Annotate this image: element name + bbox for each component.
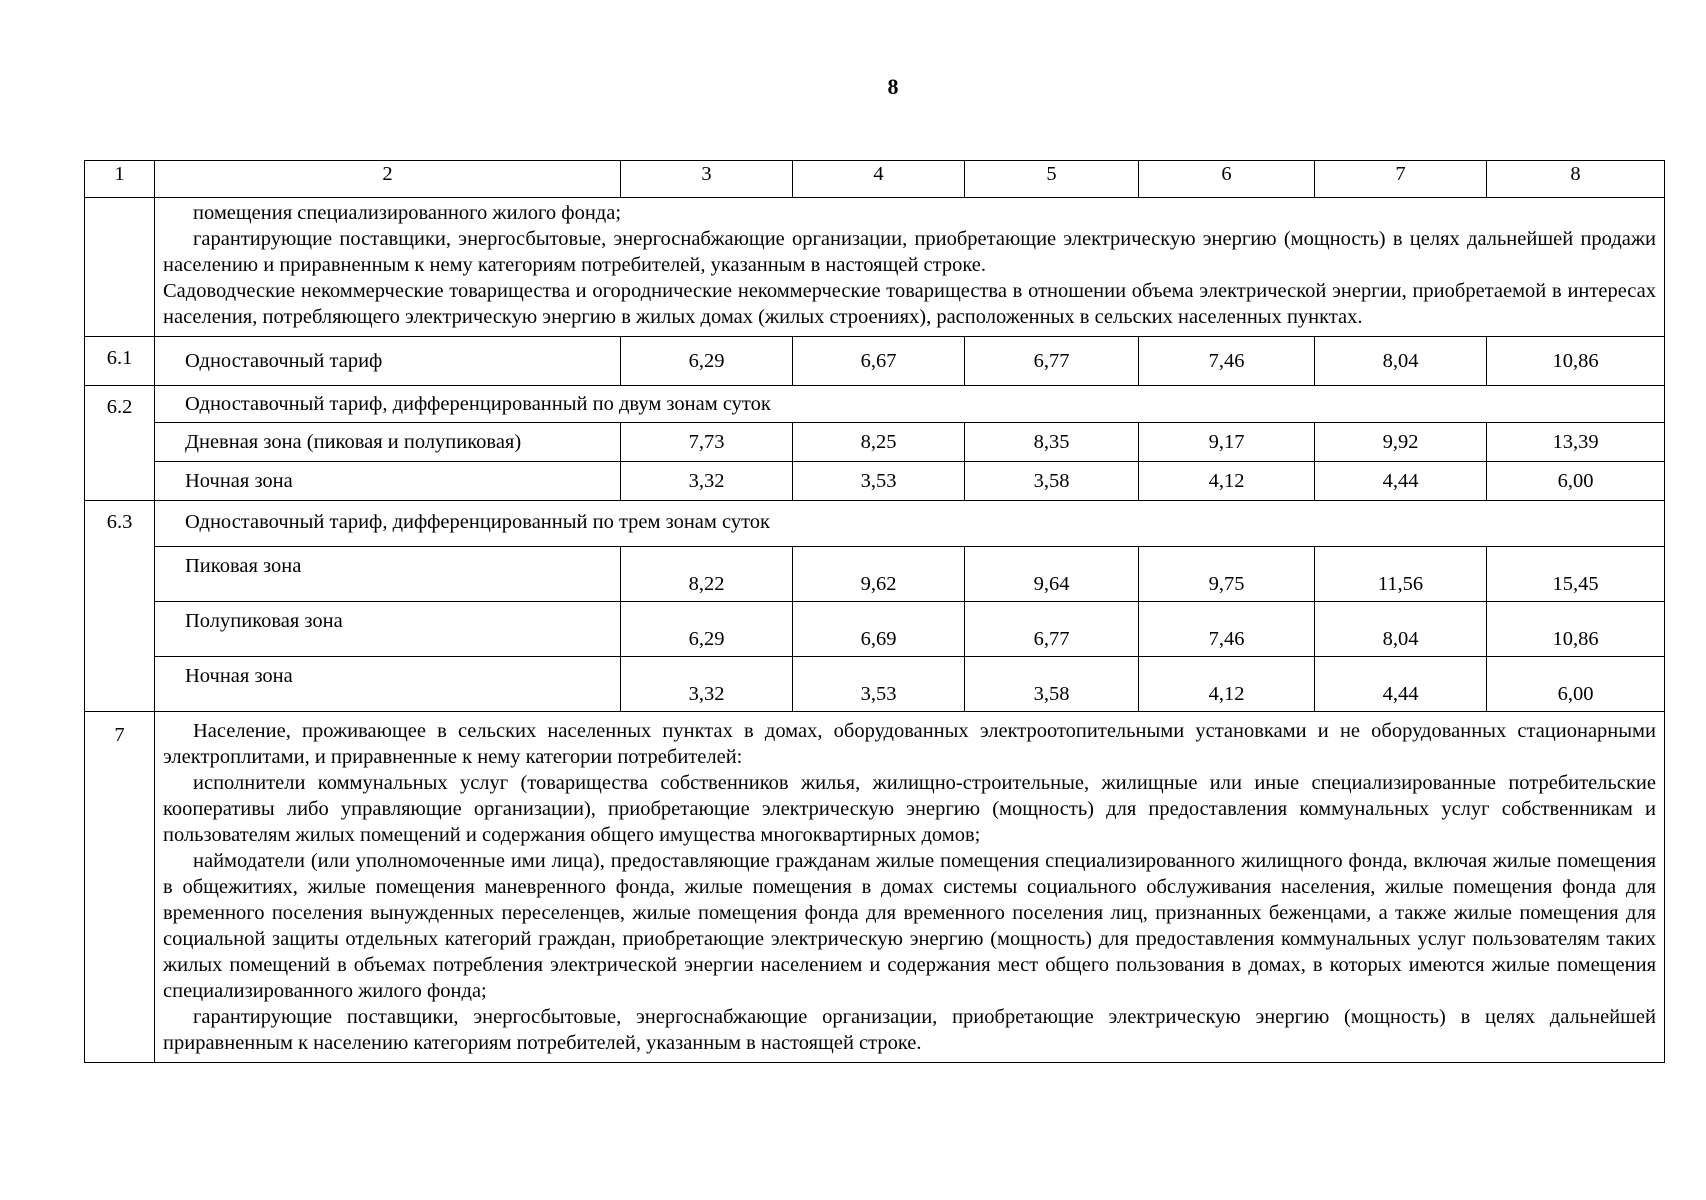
- row-7-text: [155, 712, 1665, 1063]
- tariff-value: 4,12: [1139, 462, 1315, 501]
- zone-label: Пиковая зона: [155, 547, 621, 602]
- tariff-value: 13,39: [1487, 423, 1665, 462]
- tariff-value: 8,22: [621, 547, 793, 602]
- table-row-6-2-day: [85, 423, 1665, 462]
- row-number: 6.3: [85, 501, 155, 712]
- row-number: 6.1: [85, 337, 155, 386]
- zone-label: Дневная зона (пиковая и полупиковая): [155, 423, 621, 462]
- tariff-value: 6,00: [1487, 657, 1665, 712]
- tariff-value: 6,00: [1487, 462, 1665, 501]
- tariff-value: 9,17: [1139, 423, 1315, 462]
- tariff-value: 6,77: [965, 337, 1139, 386]
- tariff-value: 7,73: [621, 423, 793, 462]
- tariff-value: 4,44: [1315, 657, 1487, 712]
- tariff-value: 15,45: [1487, 547, 1665, 602]
- header-cell-2: 2: [155, 161, 621, 198]
- table-row-6-1: [85, 337, 1665, 386]
- tariff-value: 8,04: [1315, 337, 1487, 386]
- tariff-value: 4,12: [1139, 657, 1315, 712]
- tariff-value: 3,53: [793, 657, 965, 712]
- table-row-6-3-title: [85, 501, 1665, 547]
- tariff-value: 3,58: [965, 462, 1139, 501]
- tariff-value: 9,75: [1139, 547, 1315, 602]
- header-cell-3: 3: [621, 161, 793, 198]
- tariff-value: 3,53: [793, 462, 965, 501]
- row-number-empty: [85, 198, 155, 337]
- header-cell-5: 5: [965, 161, 1139, 198]
- row-label: Одноставочный тариф, дифференцированный по трем зонам суток: [155, 501, 1665, 547]
- table-row-7: [85, 712, 1665, 1063]
- row-label: Одноставочный тариф: [155, 337, 621, 386]
- header-cell-4: 4: [793, 161, 965, 198]
- continued-row: [85, 198, 1665, 337]
- tariff-value: 3,58: [965, 657, 1139, 712]
- continued-paragraph: гарантирующие поставщики, энергосбытовые, энергоснабжающие организации, приобретающие электрическую энергию (мощность) в целях дальнейшей продажи населению и приравненным к нему категориям потребителей, указанным в настоящей строке.: [163, 228, 1656, 276]
- header-cell-1: 1: [85, 161, 155, 198]
- tariff-value: 10,86: [1487, 337, 1665, 386]
- tariff-value: 6,29: [621, 337, 793, 386]
- tariff-value: 8,35: [965, 423, 1139, 462]
- continued-text: [155, 198, 1665, 337]
- table-row-6-3-peak: [85, 547, 1665, 602]
- tariff-value: 7,46: [1139, 337, 1315, 386]
- header-cell-7: 7: [1315, 161, 1487, 198]
- tariff-value: 4,44: [1315, 462, 1487, 501]
- tariff-value: 6,67: [793, 337, 965, 386]
- table-row-6-3-semipeak: [85, 602, 1665, 657]
- table-row-6-2-night: [85, 462, 1665, 501]
- tariff-value: 8,04: [1315, 602, 1487, 657]
- row-number: 6.2: [85, 386, 155, 501]
- tariff-value: 6,77: [965, 602, 1139, 657]
- header-cell-8: 8: [1487, 161, 1665, 198]
- tariff-value: 3,32: [621, 462, 793, 501]
- row-7-paragraph: Население, проживающее в сельских населенных пунктах в домах, оборудованных электроотопительными установками и не оборудованных стационарными электроплитами, и приравненные к нему категории потребителей:: [163, 720, 1656, 768]
- continued-paragraph: помещения специализированного жилого фонда;: [193, 202, 622, 224]
- table-row-6-2-title: [85, 386, 1665, 423]
- row-7-paragraph: гарантирующие поставщики, энергосбытовые, энергоснабжающие организации, приобретающие электрическую энергию (мощность) в целях дальнейшей приравненным к населению категориям потребителей, указанным в настоящей строке.: [163, 1006, 1656, 1054]
- tariff-table: [84, 160, 1665, 1063]
- row-7-paragraph: наймодатели (или уполномоченные ими лица), предоставляющие гражданам жилые помещения специализированного жилищного фонда, включая жилые помещения в общежитиях, жилые помещения маневренного фонда, жилые помещения в домах системы социального обслуживания населения, жилые помещения фонда для временного поселения вынужденных переселенцев, жилые помещения фонда для временного поселения лиц, признанных беженцами, а также жилые помещения для социальной защиты отдельных категорий граждан, приобретающие электрическую энергию (мощность) для предоставления коммунальных услуг пользователям таких жилых помещений в объемах потребления электрической энергии населением и содержания мест общего пользования в домах, в которых имеются жилые помещения специализированного жилого фонда;: [163, 850, 1656, 1002]
- row-label: Одноставочный тариф, дифференцированный по двум зонам суток: [155, 386, 1665, 423]
- page-number: 8: [887, 74, 899, 99]
- tariff-value: 9,64: [965, 547, 1139, 602]
- zone-label: Ночная зона: [155, 657, 621, 712]
- tariff-value: 7,46: [1139, 602, 1315, 657]
- zone-label: Полупиковая зона: [155, 602, 621, 657]
- continued-paragraph: Садоводческие некоммерческие товарищества и огороднические некоммерческие товарищества в отношении объема электрической энергии, приобретаемой в интересах населения, потребляющего электрическую энергию в жилых домах (жилых строениях), расположенных в сельских населенных пунктах.: [163, 280, 1656, 328]
- tariff-value: 11,56: [1315, 547, 1487, 602]
- row-number: 7: [85, 712, 155, 1063]
- header-cell-6: 6: [1139, 161, 1315, 198]
- tariff-value: 6,69: [793, 602, 965, 657]
- tariff-value: 10,86: [1487, 602, 1665, 657]
- tariff-value: 9,92: [1315, 423, 1487, 462]
- tariff-value: 6,29: [621, 602, 793, 657]
- tariff-value: 8,25: [793, 423, 965, 462]
- row-7-paragraph: исполнители коммунальных услуг (товарищества собственников жилья, жилищно-строительные, жилищные или иные специализированные потребительские кооперативы либо управляющие организации), приобретающие электрическую энергию (мощность) для предоставления коммунальных услуг собственникам и пользователям жилых помещений и содержания общего имущества многоквартирных домов;: [163, 772, 1656, 846]
- table-row-6-3-night: [85, 657, 1665, 712]
- zone-label: Ночная зона: [155, 462, 621, 501]
- tariff-value: 3,32: [621, 657, 793, 712]
- tariff-value: 9,62: [793, 547, 965, 602]
- header-row: [85, 161, 1665, 198]
